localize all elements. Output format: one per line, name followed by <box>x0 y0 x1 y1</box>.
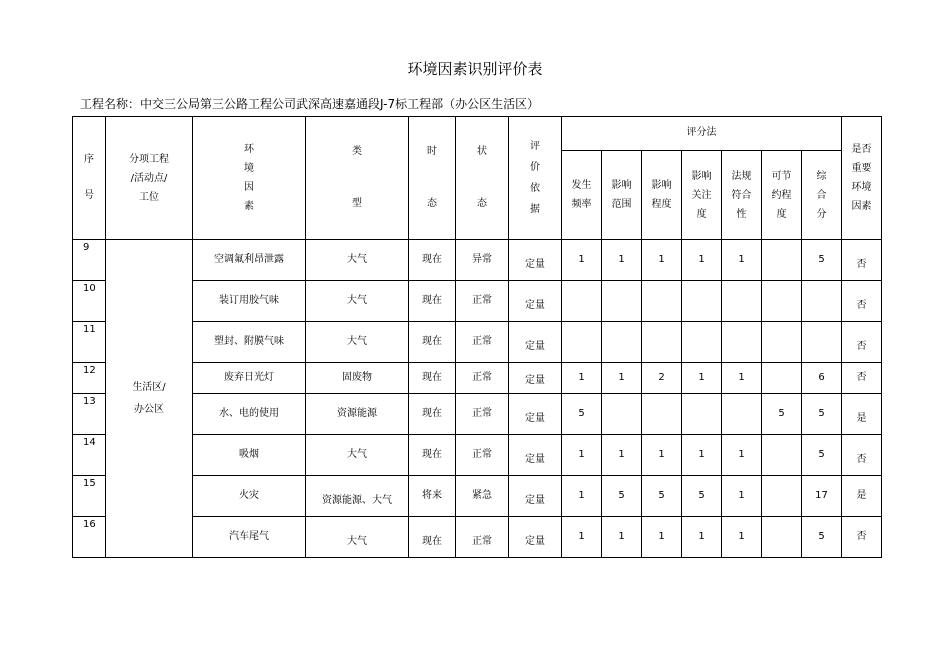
scope-cell <box>602 394 642 435</box>
type-cell: 大气 <box>306 240 409 281</box>
freq-cell <box>562 281 602 322</box>
degree-cell: 5 <box>642 476 682 517</box>
factor-cell: 废弃日光灯 <box>193 363 306 394</box>
row-number: 11 <box>73 322 106 363</box>
header-degree: 影响 程度 <box>642 151 682 240</box>
compliance-cell <box>722 394 762 435</box>
table-row <box>73 240 882 281</box>
compliance-cell: 1 <box>722 476 762 517</box>
header-important: 是否 重要 环境 因素 <box>842 117 882 240</box>
compliance-cell: 1 <box>722 363 762 394</box>
compliance-cell <box>722 281 762 322</box>
table-row <box>73 281 882 322</box>
header-scoring-method: 评分法 <box>562 117 842 151</box>
concern-cell: 1 <box>682 240 722 281</box>
header-seq: 序 号 <box>73 117 106 240</box>
time-cell: 现在 <box>409 240 456 281</box>
row-number: 12 <box>73 363 106 394</box>
compliance-cell <box>722 322 762 363</box>
factor-cell: 汽车尾气 <box>193 517 306 558</box>
state-cell: 正常 <box>456 517 509 558</box>
table-row <box>73 363 882 394</box>
total-cell: 17 <box>802 476 842 517</box>
table-row <box>73 476 882 517</box>
compliance-cell: 1 <box>722 240 762 281</box>
state-cell: 正常 <box>456 435 509 476</box>
saving-cell <box>762 281 802 322</box>
header-concern: 影响 关注 度 <box>682 151 722 240</box>
row-number: 10 <box>73 281 106 322</box>
header-basis: 评 价 依 据 <box>509 117 562 240</box>
type-cell: 资源能源、大气 <box>306 476 409 517</box>
header-time-state: 时 态 <box>409 117 456 240</box>
row-number: 14 <box>73 435 106 476</box>
saving-cell <box>762 435 802 476</box>
basis-cell: 定量 <box>509 435 562 476</box>
type-cell: 资源能源 <box>306 394 409 435</box>
time-cell: 现在 <box>409 322 456 363</box>
important-cell: 否 <box>842 517 882 558</box>
basis-cell: 定量 <box>509 394 562 435</box>
freq-cell: 1 <box>562 517 602 558</box>
type-cell: 大气 <box>306 322 409 363</box>
basis-cell: 定量 <box>509 240 562 281</box>
time-cell: 将来 <box>409 476 456 517</box>
header-type: 类 型 <box>306 117 409 240</box>
important-cell: 否 <box>842 281 882 322</box>
table-row <box>73 435 882 476</box>
concern-cell: 1 <box>682 517 722 558</box>
page-title: 环境因素识别评价表 <box>407 60 543 78</box>
time-cell: 现在 <box>409 435 456 476</box>
degree-cell <box>642 322 682 363</box>
important-cell: 是 <box>842 476 882 517</box>
freq-cell <box>562 322 602 363</box>
degree-cell: 1 <box>642 435 682 476</box>
concern-cell: 1 <box>682 435 722 476</box>
compliance-cell: 1 <box>722 517 762 558</box>
table-row <box>73 322 882 363</box>
time-cell: 现在 <box>409 394 456 435</box>
factor-cell: 空调氟利昂泄露 <box>193 240 306 281</box>
scope-cell: 1 <box>602 517 642 558</box>
freq-cell: 1 <box>562 363 602 394</box>
header-state: 状 态 <box>456 117 509 240</box>
saving-cell <box>762 322 802 363</box>
scope-cell: 1 <box>602 435 642 476</box>
row-number: 9 <box>73 240 106 281</box>
total-cell <box>802 281 842 322</box>
freq-cell: 1 <box>562 240 602 281</box>
concern-cell <box>682 281 722 322</box>
evaluation-table <box>72 116 882 558</box>
factor-cell: 塑封、附膜气味 <box>193 322 306 363</box>
scope-cell: 5 <box>602 476 642 517</box>
time-cell: 现在 <box>409 363 456 394</box>
table-row <box>73 394 882 435</box>
row-number: 13 <box>73 394 106 435</box>
header-saving: 可节 约程 度 <box>762 151 802 240</box>
scope-cell <box>602 322 642 363</box>
saving-cell <box>762 517 802 558</box>
important-cell: 是 <box>842 394 882 435</box>
important-cell: 否 <box>842 435 882 476</box>
total-cell <box>802 322 842 363</box>
header-env-factor: 环 境 因 素 <box>193 117 306 240</box>
total-cell: 6 <box>802 363 842 394</box>
factor-cell: 吸烟 <box>193 435 306 476</box>
total-cell: 5 <box>802 394 842 435</box>
basis-cell: 定量 <box>509 281 562 322</box>
important-cell: 否 <box>842 322 882 363</box>
row-number: 16 <box>73 517 106 558</box>
type-cell: 大气 <box>306 435 409 476</box>
total-cell: 5 <box>802 240 842 281</box>
state-cell: 紧急 <box>456 476 509 517</box>
basis-cell: 定量 <box>509 363 562 394</box>
type-cell: 固废物 <box>306 363 409 394</box>
factor-cell: 装订用胶气味 <box>193 281 306 322</box>
factor-cell: 火灾 <box>193 476 306 517</box>
total-cell: 5 <box>802 435 842 476</box>
header-frequency: 发生 频率 <box>562 151 602 240</box>
table-row <box>73 517 882 558</box>
area-cell: 生活区/ 办公区 <box>106 240 193 558</box>
header-row-1 <box>73 117 882 151</box>
scope-cell: 1 <box>602 240 642 281</box>
freq-cell: 1 <box>562 476 602 517</box>
header-total: 综 合 分 <box>802 151 842 240</box>
time-cell: 现在 <box>409 517 456 558</box>
concern-cell: 1 <box>682 363 722 394</box>
state-cell: 正常 <box>456 363 509 394</box>
state-cell: 正常 <box>456 322 509 363</box>
project-name-line: 工程名称：中交三公局第三公路工程公司武深高速嘉通段J-7标工程部（办公区生活区） <box>80 97 540 111</box>
scope-cell: 1 <box>602 363 642 394</box>
time-cell: 现在 <box>409 281 456 322</box>
type-cell: 大气 <box>306 517 409 558</box>
important-cell: 否 <box>842 363 882 394</box>
degree-cell: 1 <box>642 517 682 558</box>
compliance-cell: 1 <box>722 435 762 476</box>
freq-cell: 5 <box>562 394 602 435</box>
concern-cell: 5 <box>682 476 722 517</box>
basis-cell: 定量 <box>509 476 562 517</box>
header-sub-item: 分项工程 /活动点/ 工位 <box>106 117 193 240</box>
concern-cell <box>682 322 722 363</box>
degree-cell <box>642 281 682 322</box>
degree-cell <box>642 394 682 435</box>
state-cell: 异常 <box>456 240 509 281</box>
type-cell: 大气 <box>306 281 409 322</box>
basis-cell: 定量 <box>509 322 562 363</box>
scope-cell <box>602 281 642 322</box>
important-cell: 否 <box>842 240 882 281</box>
saving-cell <box>762 240 802 281</box>
header-scope: 影响 范围 <box>602 151 642 240</box>
saving-cell <box>762 476 802 517</box>
degree-cell: 1 <box>642 240 682 281</box>
total-cell: 5 <box>802 517 842 558</box>
state-cell: 正常 <box>456 281 509 322</box>
freq-cell: 1 <box>562 435 602 476</box>
basis-cell: 定量 <box>509 517 562 558</box>
row-number: 15 <box>73 476 106 517</box>
state-cell: 正常 <box>456 394 509 435</box>
degree-cell: 2 <box>642 363 682 394</box>
concern-cell <box>682 394 722 435</box>
factor-cell: 水、电的使用 <box>193 394 306 435</box>
header-compliance: 法规 符合 性 <box>722 151 762 240</box>
saving-cell: 5 <box>762 394 802 435</box>
saving-cell <box>762 363 802 394</box>
